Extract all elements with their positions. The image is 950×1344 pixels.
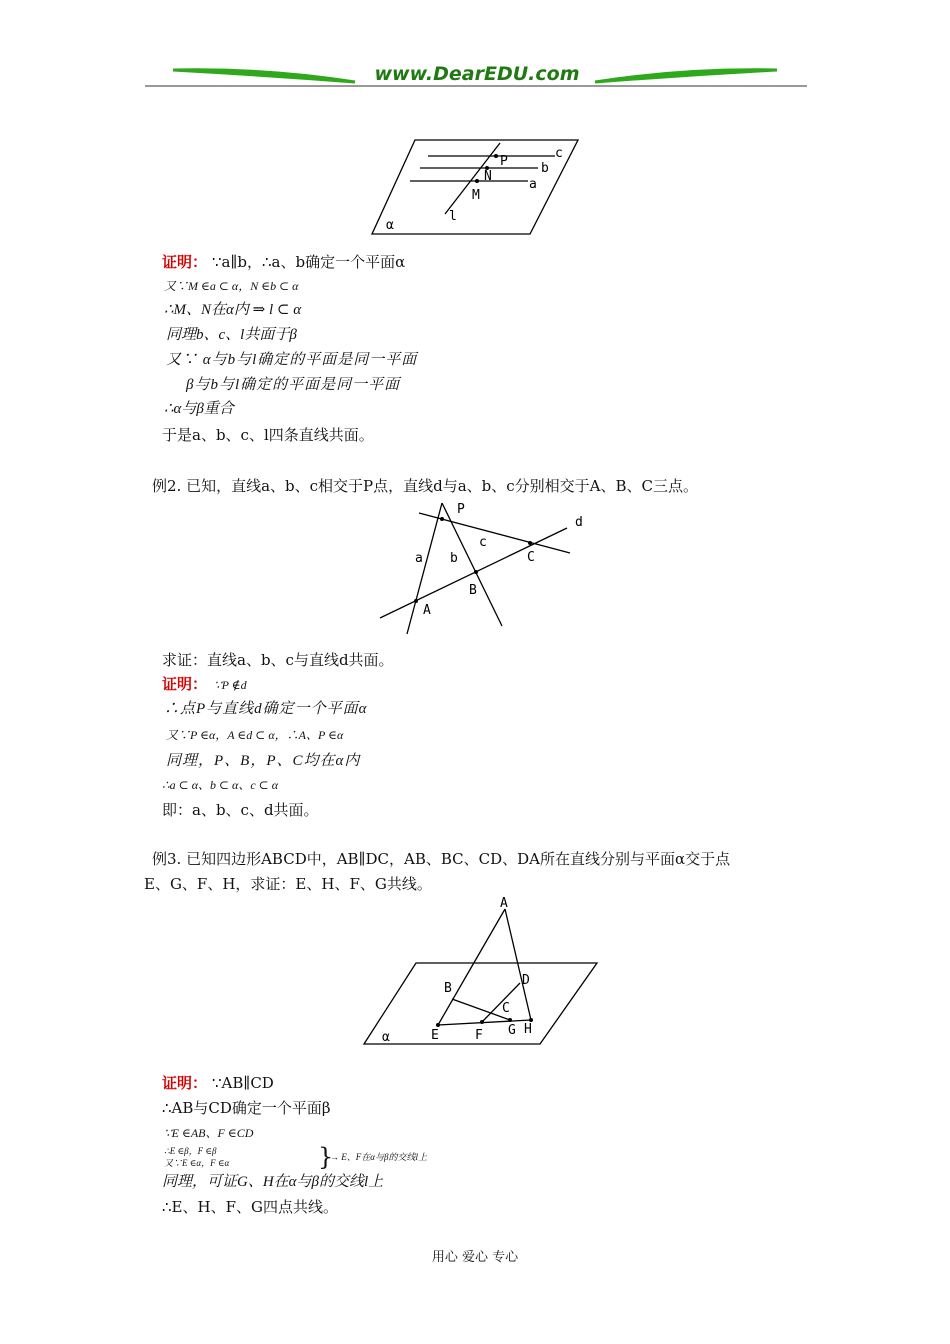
proof1-line4: 同理b、c、l共面于β: [166, 327, 297, 343]
page-footer: 用心 爱心 专心: [431, 1250, 519, 1265]
label-D: D: [522, 973, 530, 988]
line-AE: [438, 909, 505, 1025]
left-leaf-swoosh: [173, 70, 355, 82]
line-d: [380, 528, 567, 618]
proof1-line6: β与b与l确定的平面是同一平面: [186, 377, 401, 393]
proof1-line8: 于是a、b、c、l四条直线共面。: [162, 426, 374, 444]
label-b: b: [541, 161, 549, 176]
label-C: C: [502, 1001, 510, 1016]
label-G: G: [508, 1023, 516, 1038]
point-P-dot: [494, 154, 498, 158]
example3-statement-line1: 例3. 已知四边形ABCD中，AB∥DC，AB、BC、CD、DA所在直线分别与平面α交于点: [152, 850, 731, 868]
brace-top-line: ∴E ∈β，F ∈β: [164, 1146, 217, 1156]
page-header: [145, 60, 807, 90]
example2-line2: ∴点P与直线d确定一个平面α: [164, 701, 368, 717]
example3-line4: 同理，可证G、H在α与β的交线l上: [162, 1174, 384, 1190]
label-l: l: [449, 209, 457, 224]
example3-brace-group: [164, 1145, 584, 1171]
label-A: A: [423, 603, 431, 618]
point-M-dot: [475, 179, 479, 183]
label-F: F: [475, 1028, 483, 1043]
label-d: d: [575, 515, 583, 530]
point-C-dot: [528, 541, 532, 545]
point-G-dot: [508, 1018, 512, 1022]
label-c: c: [555, 146, 563, 161]
label-P: P: [500, 154, 508, 169]
proof1-line5: 又∵ α与b与l确定的平面是同一平面: [166, 352, 418, 368]
point-E-dot: [436, 1023, 440, 1027]
figure-2-lines: [375, 500, 600, 640]
example3-proof-head: 证明：: [162, 1074, 208, 1092]
label-b: b: [450, 551, 458, 566]
proof1-line3: ∴M、N在α内 ⇒ l ⊂ α: [164, 302, 302, 318]
label-alpha: α: [382, 1030, 390, 1045]
example2-line6: 即：a、b、c、d共面。: [162, 801, 319, 819]
label-a: a: [415, 551, 423, 566]
proof1-line1: ∵a∥b，∴a、b确定一个平面α: [212, 253, 406, 271]
brace-result: → E、F在α与β的交线l上: [330, 1152, 427, 1162]
label-B: B: [469, 583, 477, 598]
label-M: M: [472, 188, 480, 203]
example2-prove: 求证：直线a、b、c与直线d共面。: [162, 651, 394, 669]
example3-line1: ∵AB∥CD: [212, 1074, 274, 1092]
example3-statement-line2: E、G、F、H，求证：E、H、F、G共线。: [144, 875, 432, 893]
plane-alpha-outline: [372, 140, 578, 234]
label-H: H: [524, 1022, 532, 1037]
figure-3-quadrilateral-plane: [360, 895, 602, 1050]
line-EH: [438, 1020, 531, 1025]
label-N: N: [484, 169, 492, 184]
right-leaf-swoosh: [595, 70, 777, 82]
example3-line2: ∴AB与CD确定一个平面β: [162, 1099, 331, 1117]
example2-line5: ∴a ⊂ α、b ⊂ α、c ⊂ α: [162, 778, 279, 792]
label-c: c: [479, 535, 487, 550]
point-B-dot: [474, 570, 478, 574]
example3-line3: ∵E ∈AB、F ∈CD: [164, 1126, 254, 1140]
figure-1-plane-lines: [360, 130, 590, 240]
label-A: A: [500, 896, 508, 911]
label-C: C: [527, 550, 535, 565]
label-P: P: [457, 502, 465, 517]
label-B: B: [444, 981, 452, 996]
right-brace-icon: }: [318, 1143, 334, 1171]
point-P-dot: [440, 517, 444, 521]
label-alpha: α: [386, 218, 394, 233]
example3-line5: ∴E、H、F、G四点共线。: [162, 1198, 338, 1216]
header-logo-text: www.DearEDU.com: [374, 63, 580, 85]
brace-bottom-line: 又∵E ∈α，F ∈α: [164, 1158, 230, 1168]
example2-line1: ∵P ∉d: [214, 678, 247, 692]
example2-proof-head: 证明：: [162, 675, 208, 693]
example2-line3: 又∵P ∈α，A ∈d ⊂ α，∴A、P ∈α: [166, 728, 344, 742]
example2-statement: 例2. 已知，直线a、b、c相交于P点，直线d与a、b、c分别相交于A、B、C三点。: [152, 477, 699, 495]
point-A-dot: [414, 599, 418, 603]
label-a: a: [529, 177, 537, 192]
point-F-dot: [480, 1020, 484, 1024]
label-E: E: [431, 1028, 439, 1043]
proof1-line2: 又∵M ∈a ⊂ α，N ∈b ⊂ α: [164, 279, 299, 293]
proof1-line7: ∴α与β重合: [164, 401, 234, 417]
example2-line4: 同理，P、B，P、C均在α内: [166, 753, 361, 769]
proof1-head: 证明：: [162, 253, 208, 271]
